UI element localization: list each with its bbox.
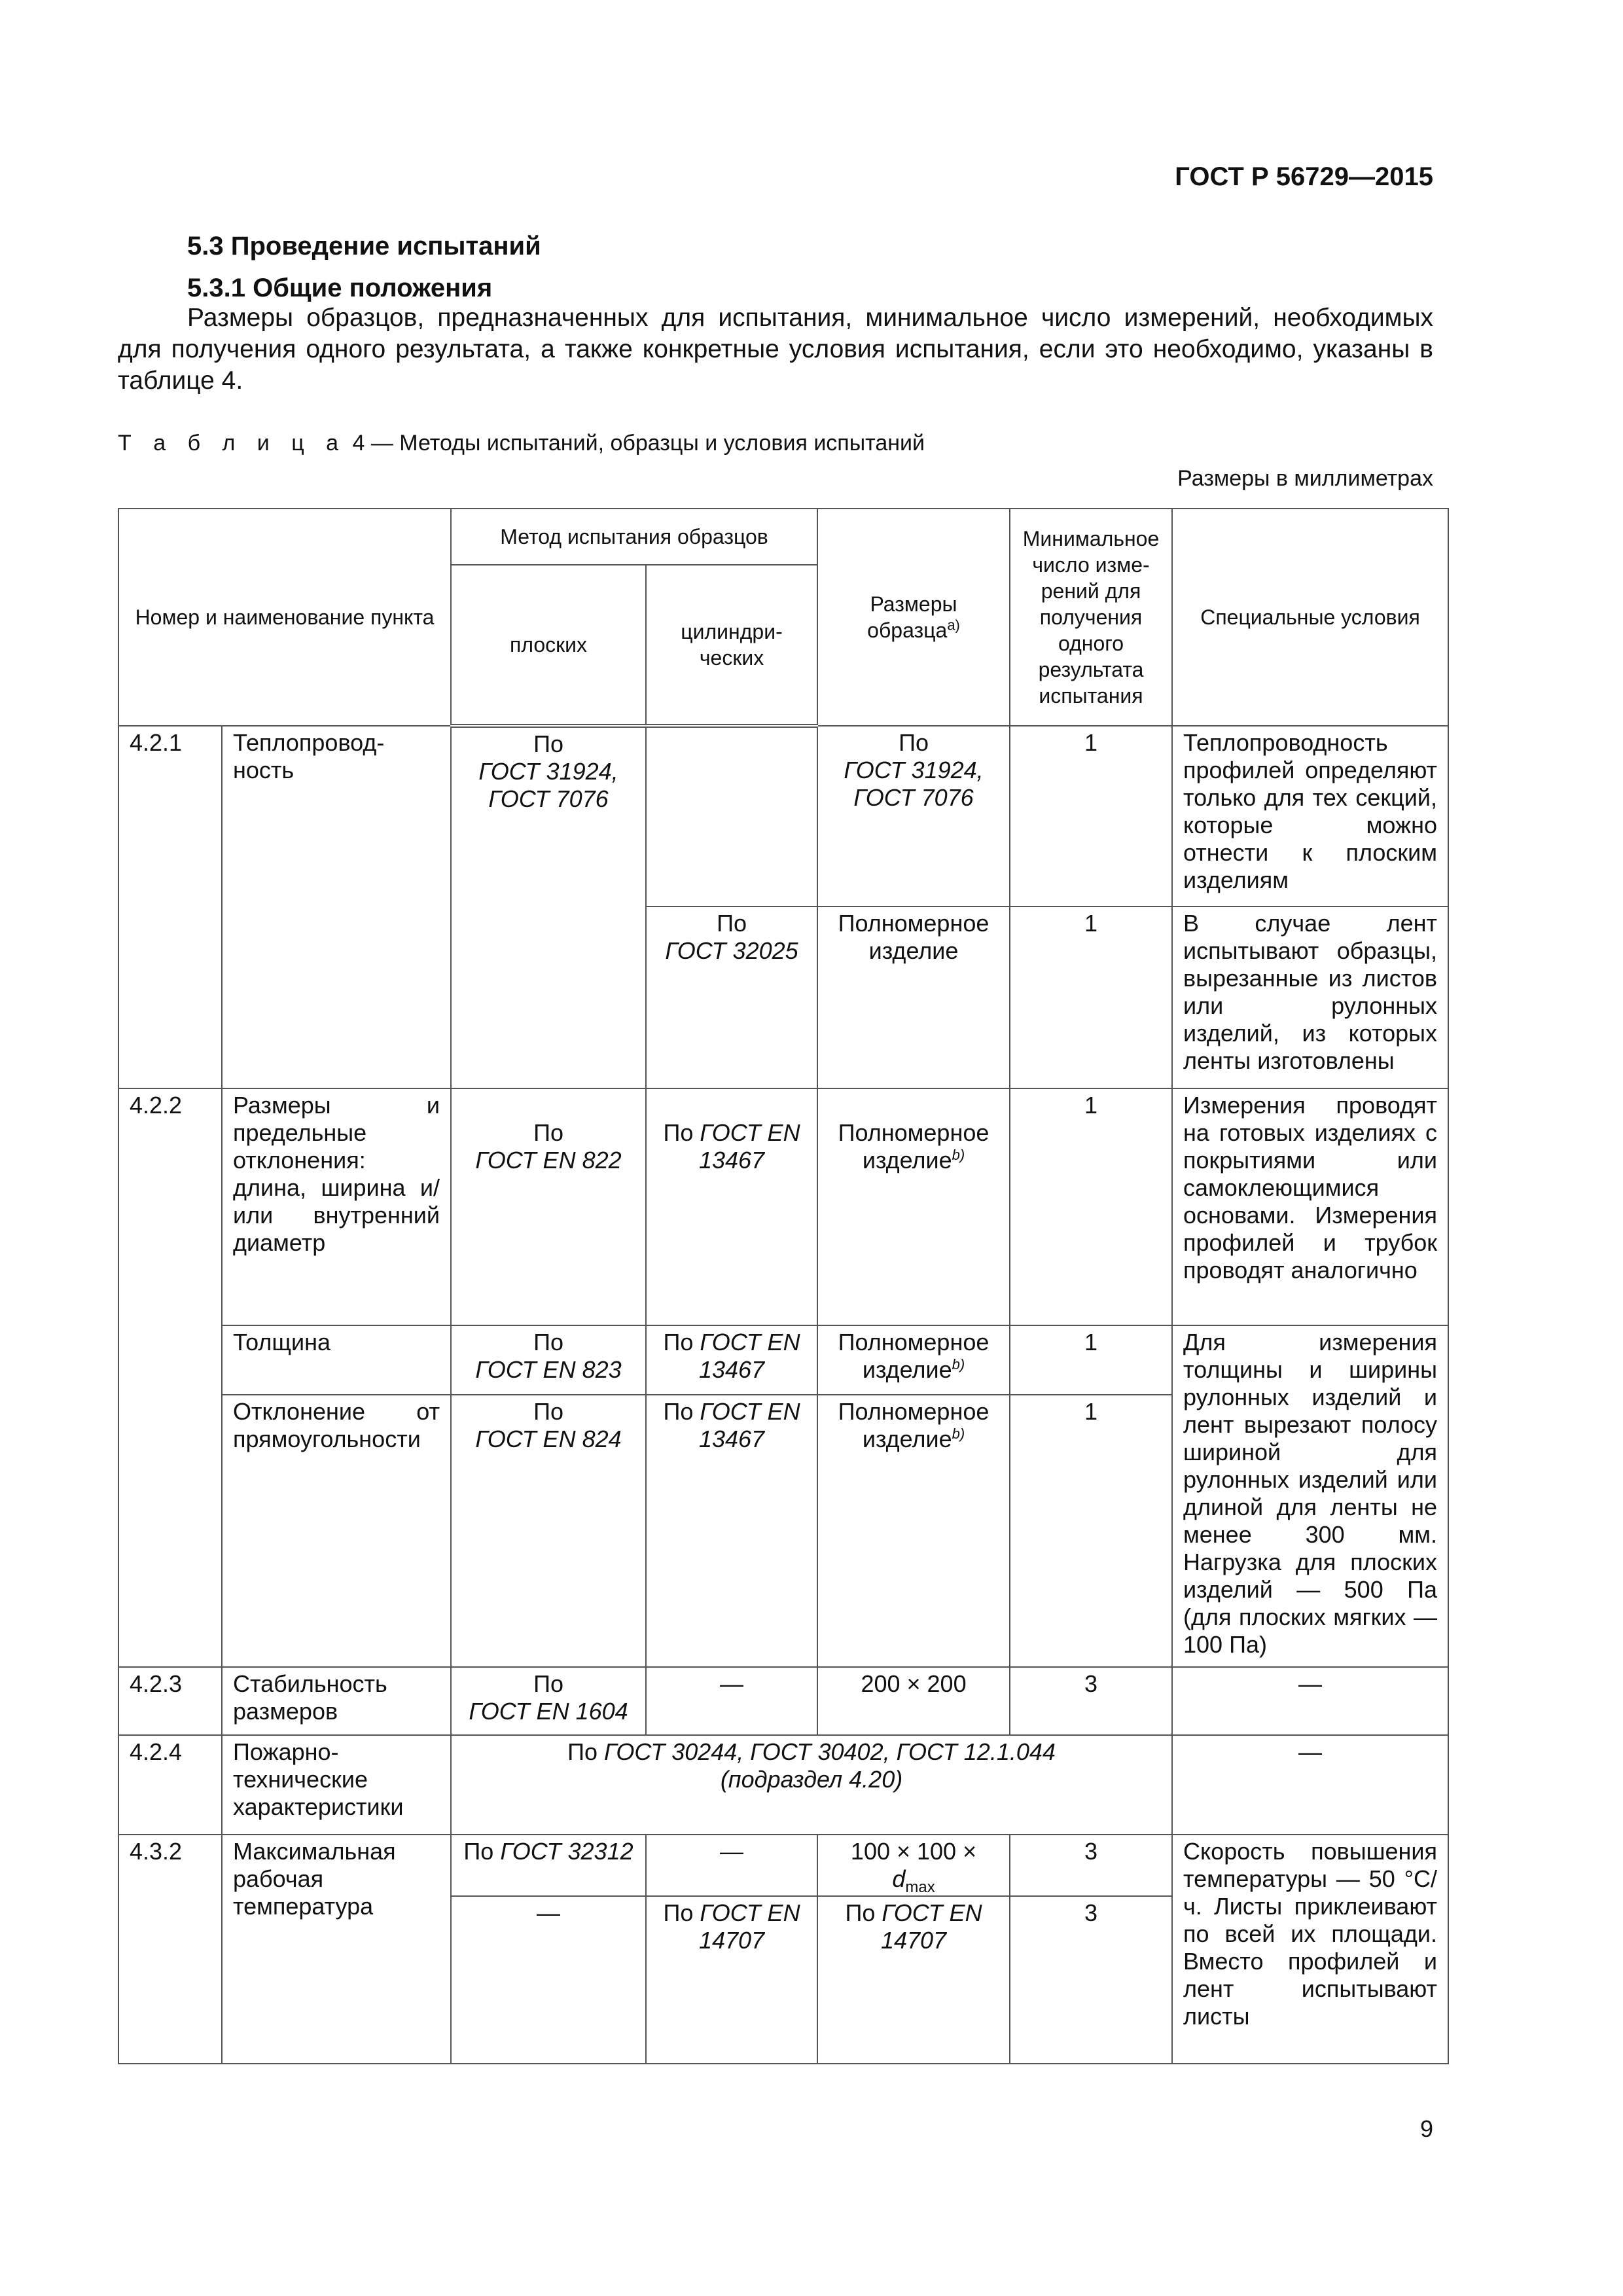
row-name: Максимальная рабочая температура — [222, 1835, 451, 2064]
row-name: Пожарно-технические характеристики — [222, 1735, 451, 1835]
special-conditions: Теплопроводность профилей определяют только для тех секций, которые можно отнести к плоским изделиям — [1172, 726, 1448, 906]
header-row-1 — [118, 509, 1448, 565]
flat-method-prefix: По — [463, 1838, 494, 1865]
sample-size — [817, 1395, 1010, 1667]
min-count: 1 — [1010, 1395, 1172, 1667]
cyl-method-standard: ГОСТ EN 14707 — [698, 1899, 800, 1954]
flat-method-standard: ГОСТ EN 824 — [475, 1426, 622, 1452]
special-conditions: — — [1172, 1667, 1448, 1735]
cyl-method — [646, 1395, 817, 1667]
min-count: 1 — [1010, 1325, 1172, 1395]
row-number: 4.2.2 — [118, 1088, 222, 1667]
sample-size — [817, 1088, 1010, 1325]
header-size-footnote: a) — [947, 617, 960, 634]
header-minimum: Минимальное число изме-рений для получения одного результата испытания — [1010, 509, 1172, 726]
flat-method — [451, 1325, 646, 1395]
flat-method-prefix: По — [533, 730, 563, 757]
flat-method: — — [451, 1896, 646, 2064]
sample-size-footnote: b) — [952, 1426, 965, 1442]
table-row — [118, 1735, 1448, 1835]
row-number: 4.3.2 — [118, 1835, 222, 2064]
table-caption-text: 4 — Методы испытаний, образцы и условия испытаний — [352, 431, 925, 456]
combined-method-prefix: По — [567, 1738, 597, 1765]
row-name: Стабильность размеров — [222, 1667, 451, 1735]
flat-method-prefix: По — [533, 1670, 563, 1697]
sample-size-text: Полномерное изделие — [838, 1329, 990, 1383]
sample-size-footnote: b) — [952, 1356, 965, 1372]
special-conditions: Для измерения толщины и ширины рулонных изделий и лент вырезают полосу шириной для рулонных изделий или длиной для ленты не менее 300 мм. Нагрузка для плоских изделий — 500 Па (для плоских мягких — 100 Па) — [1172, 1325, 1448, 1667]
sample-size-prefix: По — [845, 1899, 876, 1926]
document-code: ГОСТ Р 56729—2015 — [1175, 162, 1433, 191]
sample-size — [817, 1896, 1010, 2064]
header-size — [817, 509, 1010, 726]
row-name: Теплопровод-ность — [222, 726, 451, 1088]
min-count: 1 — [1010, 726, 1172, 906]
sample-size-prefix: По — [899, 729, 929, 756]
section-title: 5.3 Проведение испытаний — [187, 232, 541, 260]
sample-size: 200 × 200 — [817, 1667, 1010, 1735]
table-row — [118, 1667, 1448, 1735]
cyl-method — [646, 1896, 817, 2064]
cyl-method-prefix: По — [663, 1329, 694, 1355]
cyl-method-prefix: По — [717, 910, 747, 937]
subsection-title: 5.3.1 Общие положения — [187, 274, 493, 302]
page-number: 9 — [1419, 2115, 1433, 2142]
cyl-method-empty — [646, 726, 817, 906]
flat-method-prefix: По — [533, 1398, 563, 1425]
flat-method-standard: ГОСТ EN 822 — [475, 1147, 622, 1174]
special-conditions: Измерения проводят на готовых изделиях с покрытиями или самоклеющимися основами. Измерения профилей и трубок проводят аналогично — [1172, 1088, 1448, 1325]
table-row — [118, 726, 1448, 906]
cyl-method: — — [646, 1835, 817, 1896]
table-row — [118, 1088, 1448, 1325]
sample-size-text: Полномерное изделие — [838, 1119, 990, 1174]
flat-method-prefix: По — [533, 1329, 563, 1355]
sample-size — [817, 726, 1010, 906]
sample-size — [817, 1325, 1010, 1395]
table-units-note: Размеры в миллиметрах — [1177, 466, 1433, 491]
sample-size-text: Полномерное изделие — [838, 1398, 990, 1452]
flat-method — [451, 1835, 646, 1896]
flat-method-standard: ГОСТ 32312 — [500, 1838, 633, 1865]
flat-method-standard: ГОСТ EN 823 — [475, 1356, 622, 1383]
header-method: Метод испытания образцов — [451, 509, 817, 565]
header-size-text: Размеры образца — [867, 592, 957, 642]
sample-size — [817, 1835, 1010, 1896]
flat-method — [451, 1667, 646, 1735]
combined-method-standards: ГОСТ 30244, ГОСТ 30402, ГОСТ 12.1.044 — [604, 1738, 1056, 1765]
sample-size-standard: ГОСТ 31924, ГОСТ 7076 — [844, 757, 984, 811]
intro-paragraph: Размеры образцов, предназначенных для испытания, минимальное число измерений, необходимых для получения одного результата, а также конкретные условия испытания, если это необходимо, указаны в таблице 4. — [118, 304, 1433, 395]
row-number: 4.2.1 — [118, 726, 222, 1088]
row-number: 4.2.4 — [118, 1735, 222, 1835]
header-special: Специальные условия — [1172, 509, 1448, 726]
min-count: 1 — [1010, 1088, 1172, 1325]
cyl-method-prefix: По — [663, 1398, 694, 1425]
test-methods-table — [118, 508, 1449, 2064]
sample-size-standard: ГОСТ EN 14707 — [880, 1899, 982, 1954]
table-caption — [118, 431, 925, 456]
cyl-method — [646, 1088, 817, 1325]
special-conditions: Скорость повышения температуры — 50 °С/ч. Листы приклеивают по всей их площади. Вместо профилей и лент испытывают листы — [1172, 1835, 1448, 2064]
row-name: Размеры и предельные отклонения: длина, ширина и/или внутренний диаметр — [222, 1088, 451, 1325]
cyl-method-prefix: По — [663, 1899, 694, 1926]
flat-method — [451, 726, 646, 1088]
cyl-method-standard: ГОСТ EN 13467 — [698, 1119, 800, 1174]
combined-method-note: (подраздел 4.20) — [720, 1766, 903, 1793]
sample-size: Полномерное изделие — [817, 906, 1010, 1088]
row-name: Отклонение от прямоугольности — [222, 1395, 451, 1667]
cyl-method — [646, 906, 817, 1088]
special-conditions: — — [1172, 1735, 1448, 1835]
header-flat: плоских — [451, 565, 646, 726]
cyl-method-standard: ГОСТ 32025 — [665, 937, 798, 964]
row-number: 4.2.3 — [118, 1667, 222, 1735]
sample-size-variable: d — [892, 1865, 906, 1892]
flat-method — [451, 1088, 646, 1325]
combined-method — [451, 1735, 1172, 1835]
cyl-method — [646, 1325, 817, 1395]
flat-method — [451, 1395, 646, 1667]
table-row — [118, 1325, 1448, 1395]
min-count: 3 — [1010, 1835, 1172, 1896]
header-item: Номер и наименование пункта — [118, 509, 451, 726]
header-cyl: цилиндри-ческих — [646, 565, 817, 726]
sample-size-footnote: b) — [952, 1147, 965, 1163]
min-count: 3 — [1010, 1896, 1172, 2064]
cyl-method: — — [646, 1667, 817, 1735]
table-caption-label: Т а б л и ц а — [118, 431, 347, 456]
table-row — [118, 1835, 1448, 1896]
sample-size-text: 100 × 100 × — [850, 1838, 977, 1865]
cyl-method-prefix: По — [663, 1119, 694, 1146]
flat-method-prefix: По — [533, 1119, 563, 1146]
cyl-method-standard: ГОСТ EN 13467 — [698, 1329, 800, 1383]
cyl-method-standard: ГОСТ EN 13467 — [698, 1398, 800, 1452]
row-name: Толщина — [222, 1325, 451, 1395]
min-count: 1 — [1010, 906, 1172, 1088]
sample-size-subscript: max — [905, 1878, 935, 1897]
flat-method-standard: ГОСТ 31924, ГОСТ 7076 — [478, 758, 618, 812]
flat-method-standard: ГОСТ EN 1604 — [469, 1698, 628, 1725]
min-count: 3 — [1010, 1667, 1172, 1735]
special-conditions: В случае лент испытывают образцы, вырезанные из листов или рулонных изделий, из которых ленты изготовлены — [1172, 906, 1448, 1088]
